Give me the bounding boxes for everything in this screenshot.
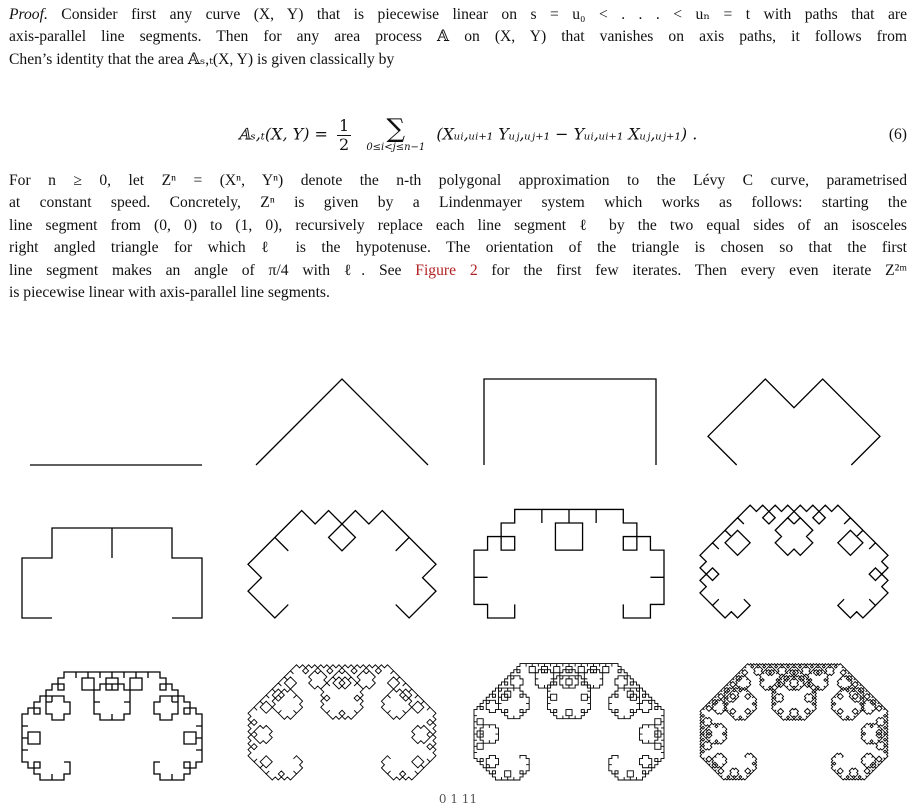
line-text: Chen’s identity that the area 𝔸ₛ,ₜ(X, Y) is given classically by	[9, 50, 395, 68]
line-text: Consider first any curve (X, Y) that is piecewise linear on s = u₀ < . . . < uₙ = t with paths that are	[47, 6, 907, 23]
levy-iterate-4	[22, 528, 202, 618]
line-text: line segment makes an angle of π/4 with ℓ. See	[9, 261, 416, 279]
levy-iterate-2	[484, 379, 656, 465]
equation-rhs: (Xᵤᵢ,ᵤᵢ₊₁ Yᵤⱼ,ᵤⱼ₊₁ − Yᵤᵢ,ᵤᵢ₊₁ Xᵤⱼ,ᵤⱼ₊₁) .	[436, 124, 698, 144]
figure-caption-fragment: 0 1 11	[438, 792, 478, 806]
fraction-denominator: 2	[339, 134, 350, 154]
line-text: For n ≥ 0, let Zⁿ = (Xⁿ, Yⁿ) denote the n-th polygonal approximation to the Lévy C curve, parametrised	[9, 172, 907, 189]
equation-number: (6)	[888, 126, 907, 143]
line-text: axis-parallel line segments. Then for any area process 𝔸 on (X, Y) that vanishes on axis paths, it follows from	[9, 28, 907, 46]
proof-label: Proof.	[9, 6, 48, 23]
line-text: for the first few iterates. Then every even iterate Z²ᵐ	[477, 261, 907, 279]
levy-iterate-11	[700, 664, 888, 780]
levy-iterate-7	[700, 505, 888, 618]
levy-iterate-1	[256, 379, 428, 465]
line-text: right angled triangle for which ℓ is the hypotenuse. The orientation of the triangle is chosen so that the first	[9, 239, 907, 257]
levy-iterate-10	[474, 664, 664, 780]
levy-iterate-6	[474, 509, 664, 618]
fraction-numerator: 1	[339, 115, 350, 135]
levy-iterate-5	[248, 511, 436, 618]
line-text: at constant speed. Concretely, Zⁿ is given by a Lindenmayer system which works as follows: starting the	[9, 194, 907, 212]
equation-lhs: 𝔸ₛ,ₜ(X, Y) =	[238, 124, 334, 144]
line-text: line segment from (0, 0) to (1, 0), recursively replace each line segment ℓ by the two equal sides of an isosceles	[9, 216, 907, 234]
summation-sign: ∑	[386, 114, 406, 144]
summation-range: 0≤i<j≤n−1	[366, 142, 426, 153]
figure-2-link[interactable]: Figure 2	[415, 261, 478, 279]
line-text: is piecewise linear with axis-parallel line segments.	[9, 283, 330, 301]
levy-iterate-8	[22, 672, 202, 780]
levy-iterate-9	[248, 665, 436, 780]
levy-iterate-3	[708, 379, 880, 465]
